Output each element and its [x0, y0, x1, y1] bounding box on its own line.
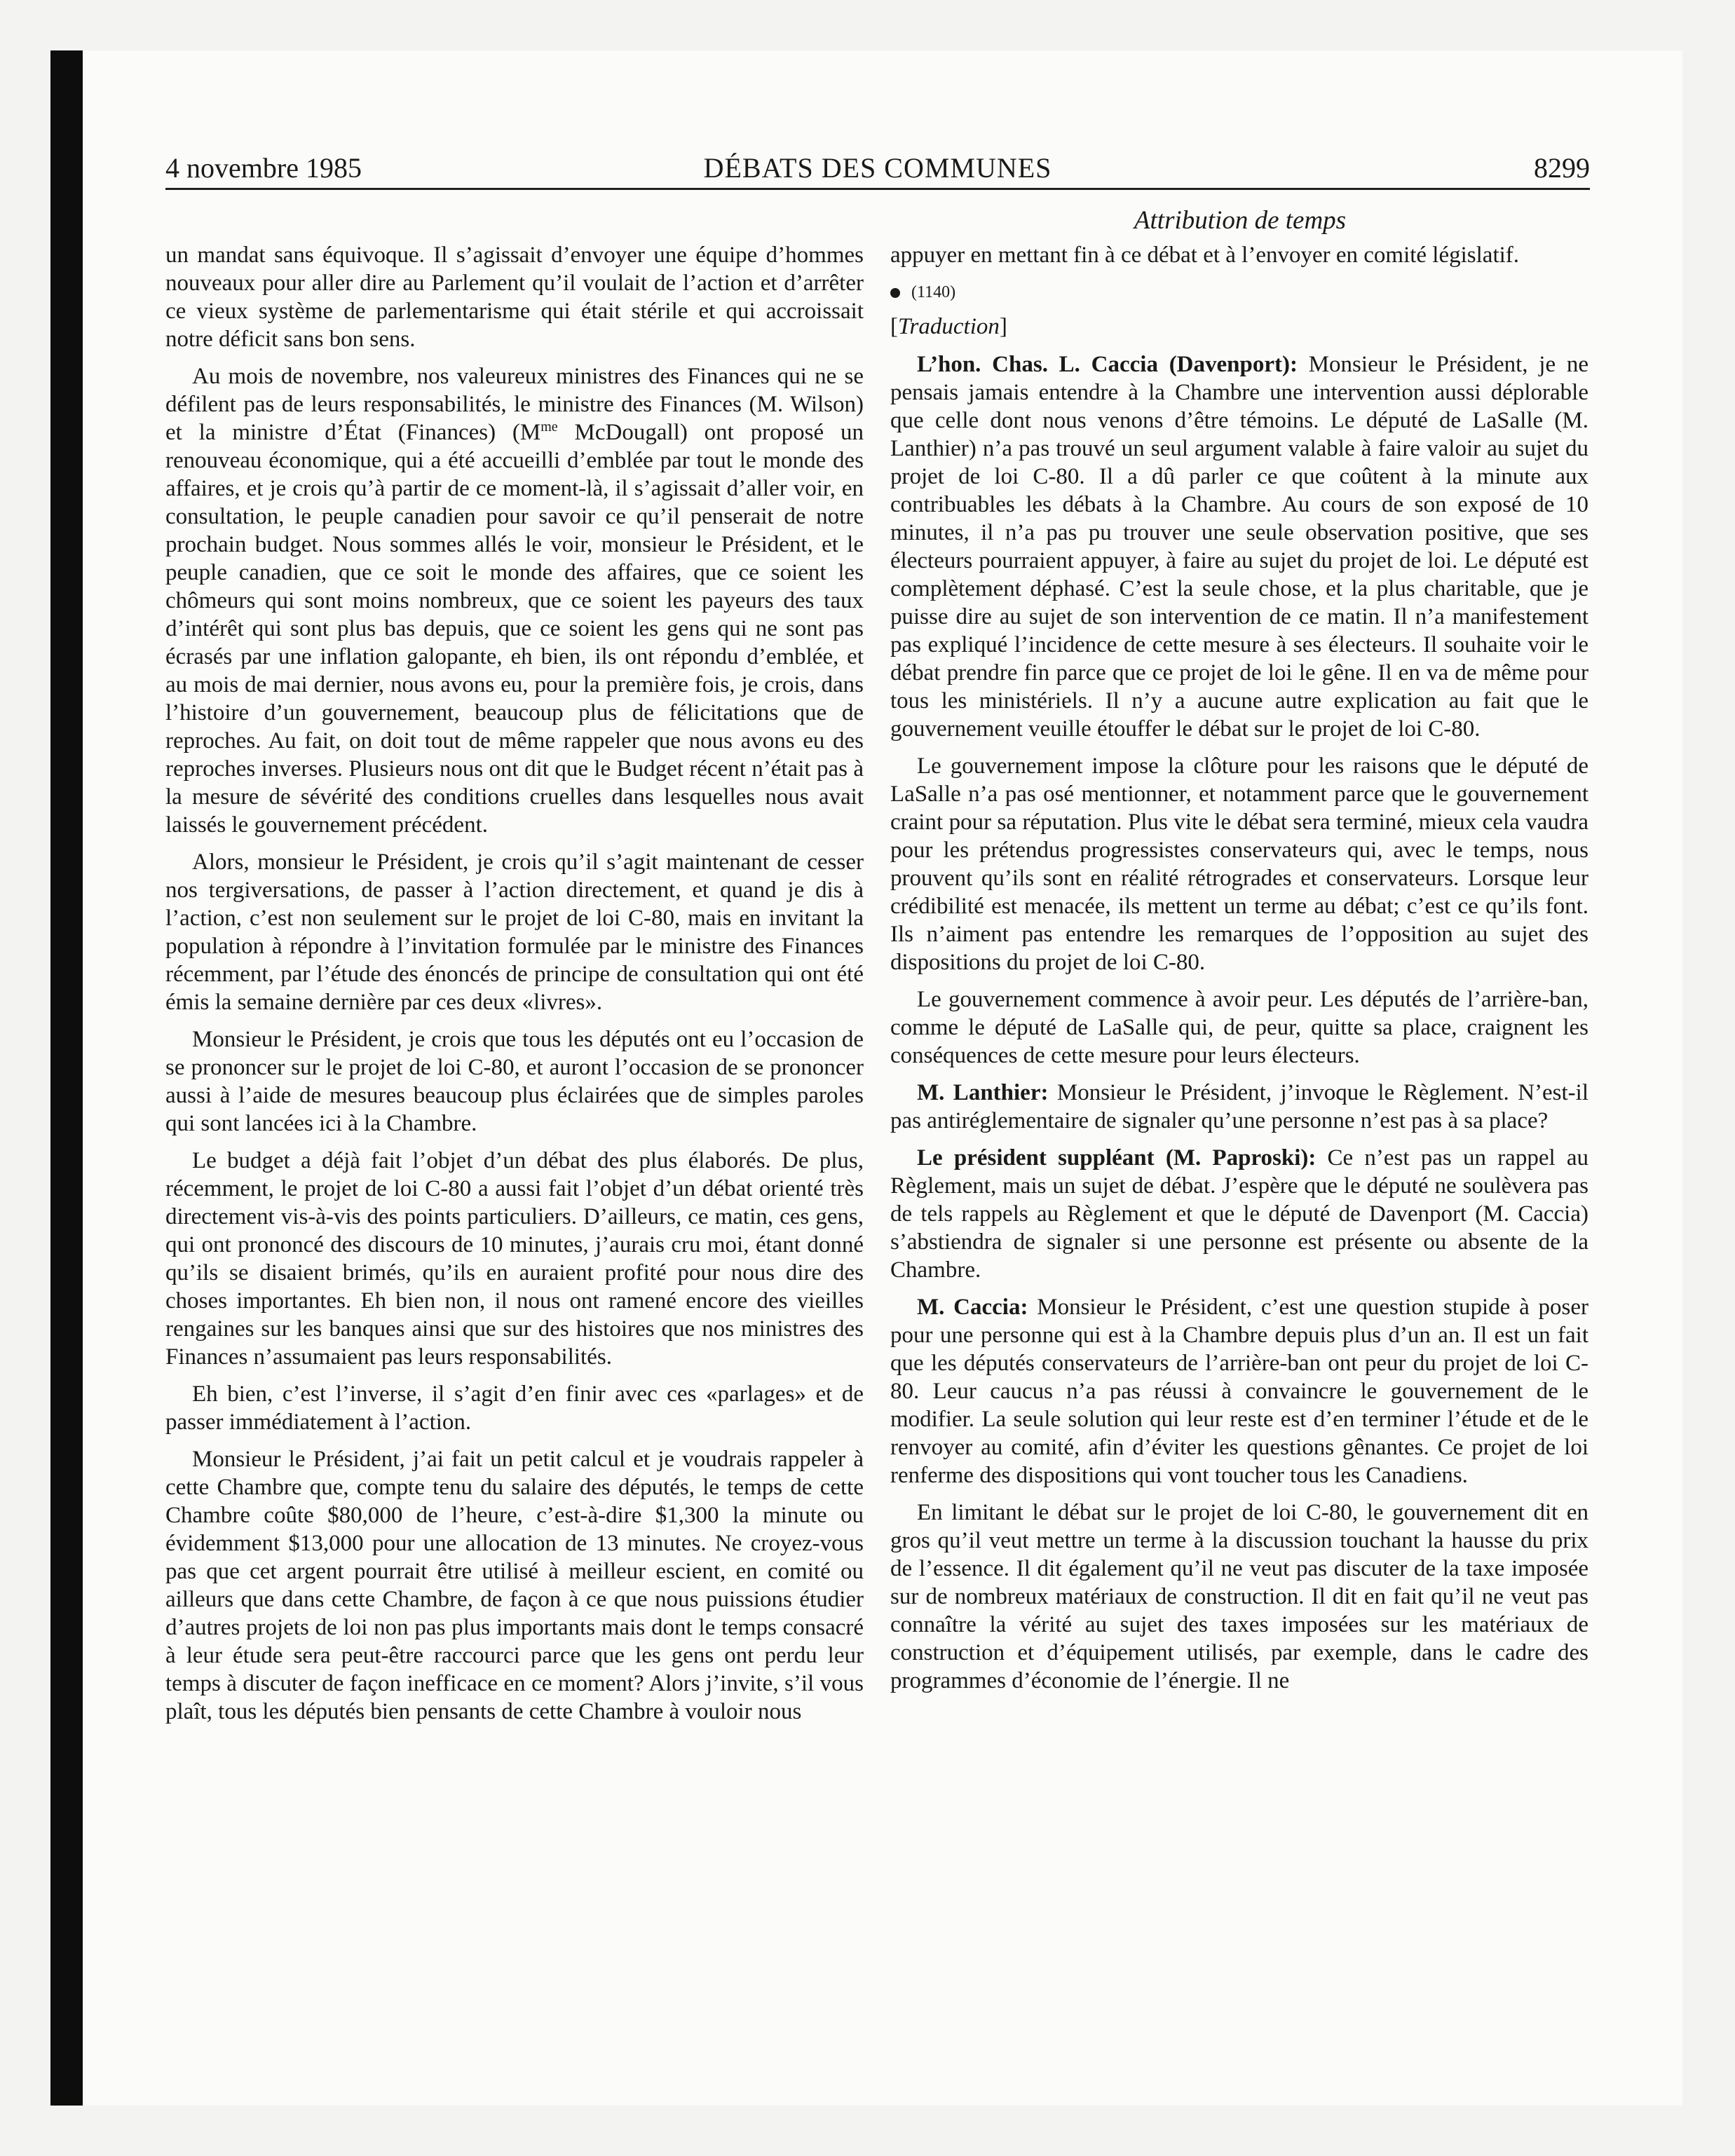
- paragraph: [165, 362, 864, 839]
- speech-text: Ce n’est pas un rappel au Règlement, mais un sujet de débat. J’espère que le député ne soulèvera pas de tels rappels au Règlement et que le député de Davenport (M. Caccia) s’abstiendra de signaler si une personne est présente ou absente de la Chambre.: [890, 1145, 1588, 1283]
- bullet-icon: [890, 288, 900, 298]
- speaker-name: M. Caccia:: [917, 1295, 1028, 1320]
- paragraph: appuyer en mettant fin à ce débat et à l’envoyer en comité législatif.: [890, 243, 1520, 268]
- speaker-name: L’hon. Chas. L. Caccia (Davenport):: [917, 352, 1298, 377]
- speaker-name: Le président suppléant (M. Paproski):: [917, 1145, 1316, 1171]
- speech: [890, 1293, 1588, 1489]
- speech: [890, 1079, 1588, 1135]
- speaker-name: M. Lanthier:: [917, 1080, 1049, 1105]
- translation-label-text: Traduction: [898, 314, 1000, 339]
- header-date: 4 novembre 1985: [165, 152, 362, 184]
- superscript: me: [540, 419, 558, 435]
- paragraph: Eh bien, c’est l’inverse, il s’agit d’en finir avec ces «parlages» et de passer immédiatement à l’action.: [165, 1381, 864, 1435]
- paragraph: Le gouvernement impose la clôture pour les raisons que le député de LaSalle n’a pas osé mentionner, et notamment parce que le gouvernement craint pour sa réputation. Plus vite le débat sera terminé, mieux cela vaudra pour les prétendus progressistes conservateurs qui, avec le temps, nous prouvent qu’ils sont en réalité rétrogrades et conservateurs. Lorsque leur crédibilité est menacée, ils mettent un terme au débat; c’est ce qu’ils font. Ils n’aiment pas entendre les remarques de l’opposition au sujet des dispositions du projet de loi C-80.: [890, 753, 1588, 975]
- speech-text: Monsieur le Président, j’invoque le Règlement. N’est-il pas antiréglementaire de signaler qu’une personne n’est pas à sa place?: [890, 1080, 1588, 1133]
- scan-border: [50, 50, 83, 2106]
- page-header: [165, 149, 1590, 190]
- paragraph-text: McDougall) ont proposé un renouveau économique, qui a été accueilli d’emblée par tout le monde des affaires, et je crois qu’à partir de ce moment-là, il s’agissait d’aller voir, en consultation, le peuple canadien pour savoir ce qu’il penserait de notre prochain budget. Nous sommes allés le voir, monsieur le Président, et le peuple canadien, que ce soit le monde des affaires, que ce soient les chômeurs qui sont moins nombreux, que ce soient les payeurs des taux d’intérêt qui sont plus bas depuis, que ce soient les gens qui ne sont pas écrasés par une inflation galopante, eh bien, ils ont répondu d’emblée, et au mois de mai dernier, nous avons eu, pour la première fois, je crois, dans l’histoire d’un gouvernement, beaucoup plus de félicitations que de reproches. Au fait, on doit tout de même rappeler que nous avons eu des reproches inverses. Plusieurs nous ont dit que le Budget récent n’était pas à la mesure de sévérité des conditions cruelles dans lesquelles nous avait laissés le gouvernement précédent.: [165, 420, 864, 838]
- paragraph: un mandat sans équivoque. Il s’agissait d’envoyer une équipe d’hommes nouveaux pour aller dire au Parlement qu’il voulait de l’action et d’arrêter ce vieux système de parlementarisme qui était stérile et qui accroissait notre déficit sans bon sens.: [165, 243, 864, 352]
- paragraph: En limitant le débat sur le projet de loi C-80, le gouvernement dit en gros qu’il veut mettre un terme à la discussion touchant la hausse du prix de l’essence. Il dit également qu’il ne veut pas discuter de la taxe imposée sur de nombreux matériaux de construction. Il dit en fait qu’il ne veut pas connaître la vérité au sujet des taxes imposées sur les matériaux de construction et d’équipement utilisés, par exemple, dans le cadre des programmes d’économie de l’énergie. Il ne: [890, 1500, 1588, 1693]
- paragraph: Monsieur le Président, j’ai fait un petit calcul et je voudrais rappeler à cette Chambre que, compte tenu du salaire des députés, le temps de cette Chambre coûte $80,000 de l’heure, c’est-à-dire $1,300 la minute ou évidemment $13,000 pour une allocation de 13 minutes. Ne croyez-vous pas que cet argent pourrait être utilisé à meilleur escient, en comité ou ailleurs que dans cette Chambre, de façon à ce que nous puissions étudier d’autres projets de loi non pas plus importants mais dont le temps consacré à leur étude sera peut-être raccourci parce que les gens ont perdu leur temps à discuter de façon inefficace en ce moment? Alors j’invite, s’il vous plaît, tous les députés bien pensants de cette Chambre à vouloir nous: [165, 1447, 864, 1724]
- translation-label: [Traduction]: [890, 314, 1007, 339]
- paragraph: Le budget a déjà fait l’objet d’un débat des plus élaborés. De plus, récemment, le projet de loi C-80 a aussi fait l’objet d’un débat orienté très directement vis-à-vis des points particuliers. D’ailleurs, ce matin, ces gens, qui ont prononcé des discours de 10 minutes, j’aurais cru moi, étant donné qu’ils se disaient brimés, qu’ils en auraient profité pour nous dire des choses importantes. Eh bien non, il nous ont ramené encore des vieilles rengaines sur les banques ainsi que sur des histoires que nos ministres des Finances n’assumaient pas leurs responsabilités.: [165, 1148, 864, 1370]
- speech-text: Monsieur le Président, je ne pensais jamais entendre à la Chambre une intervention aussi déplorable que celle dont nous venons d’être témoins. Le député de LaSalle (M. Lanthier) n’a pas trouvé un seul argument valable à faire valoir au sujet du projet de loi C-80. Il a dû parler ce que coûtent à la minute aux contribuables les débats à la Chambre. Au cours de son exposé de 10 minutes, il n’a pas pu trouver une seule observation positive, que ses électeurs pourraient appuyer, à faire au sujet du projet de loi. Le député est complètement déphasé. C’est la seule chose, et la plus charitable, que je puisse dire au sujet de son intervention de ce matin. Il n’a manifestement pas expliqué l’incidence de cette mesure à ses électeurs. Il souhaite voir le débat prendre fin parce que ce projet de loi le gêne. Il en va de même pour tous les ministériels. Il n’y a aucune autre explication au fait que le gouvernement veuille étouffer le débat sur le projet de loi C-80.: [890, 352, 1588, 742]
- time-marker: [890, 282, 1588, 303]
- speech: [890, 350, 1588, 743]
- paragraph-text: Au mois de novembre, nos valeureux ministres des Finances qui ne se défilent pas de leurs responsabilités, le ministre des Finances (M. Wilson) et la ministre d’État (Finances) (M: [165, 364, 864, 445]
- running-head: Attribution de temps: [1134, 206, 1347, 235]
- header-title: DÉBATS DES COMMUNES: [703, 152, 1052, 184]
- page-number: 8299: [1534, 152, 1590, 184]
- paragraph: Monsieur le Président, je crois que tous les députés ont eu l’occasion de se prononcer sur le projet de loi C-80, et auront l’occasion de se prononcer aussi à l’aide de mesures beaucoup plus éclairées que de simples paroles qui sont lancées ici à la Chambre.: [165, 1027, 864, 1136]
- speech: [890, 1144, 1588, 1284]
- paragraph: Alors, monsieur le Président, je crois qu’il s’agit maintenant de cesser nos tergiversations, de passer à l’action directement, et quand je dis à l’action, c’est non seulement sur le projet de loi C-80, mais en invitant la population à répondre à l’invitation formulée par le ministre des Finances récemment, par l’étude des énoncés de principe de consultation qui ont été émis la semaine dernière par ces deux «livres».: [165, 850, 864, 1015]
- paragraph: Le gouvernement commence à avoir peur. Les députés de l’arrière-ban, comme le député de LaSalle qui, de peur, quitte sa place, craignent les conséquences de cette mesure pour leurs électeurs.: [890, 987, 1588, 1068]
- left-column: [165, 241, 864, 2014]
- speech-text: Monsieur le Président, c’est une question stupide à poser pour une personne qui est à la Chambre depuis plus d’un an. Il est un fait que les députés conservateurs de l’arrière-ban ont peur du projet de loi C-80. Leur caucus n’a pas réussi à convaincre le gouvernement de le modifier. La seule solution qui leur reste est d’en terminer l’étude et de le renvoyer au comité, afin d’éviter les questions gênantes. Ce projet de loi renferme des dispositions qui vont toucher tous les Canadiens.: [890, 1295, 1588, 1488]
- time-marker-text: (1140): [911, 283, 956, 301]
- right-column: [890, 241, 1588, 2014]
